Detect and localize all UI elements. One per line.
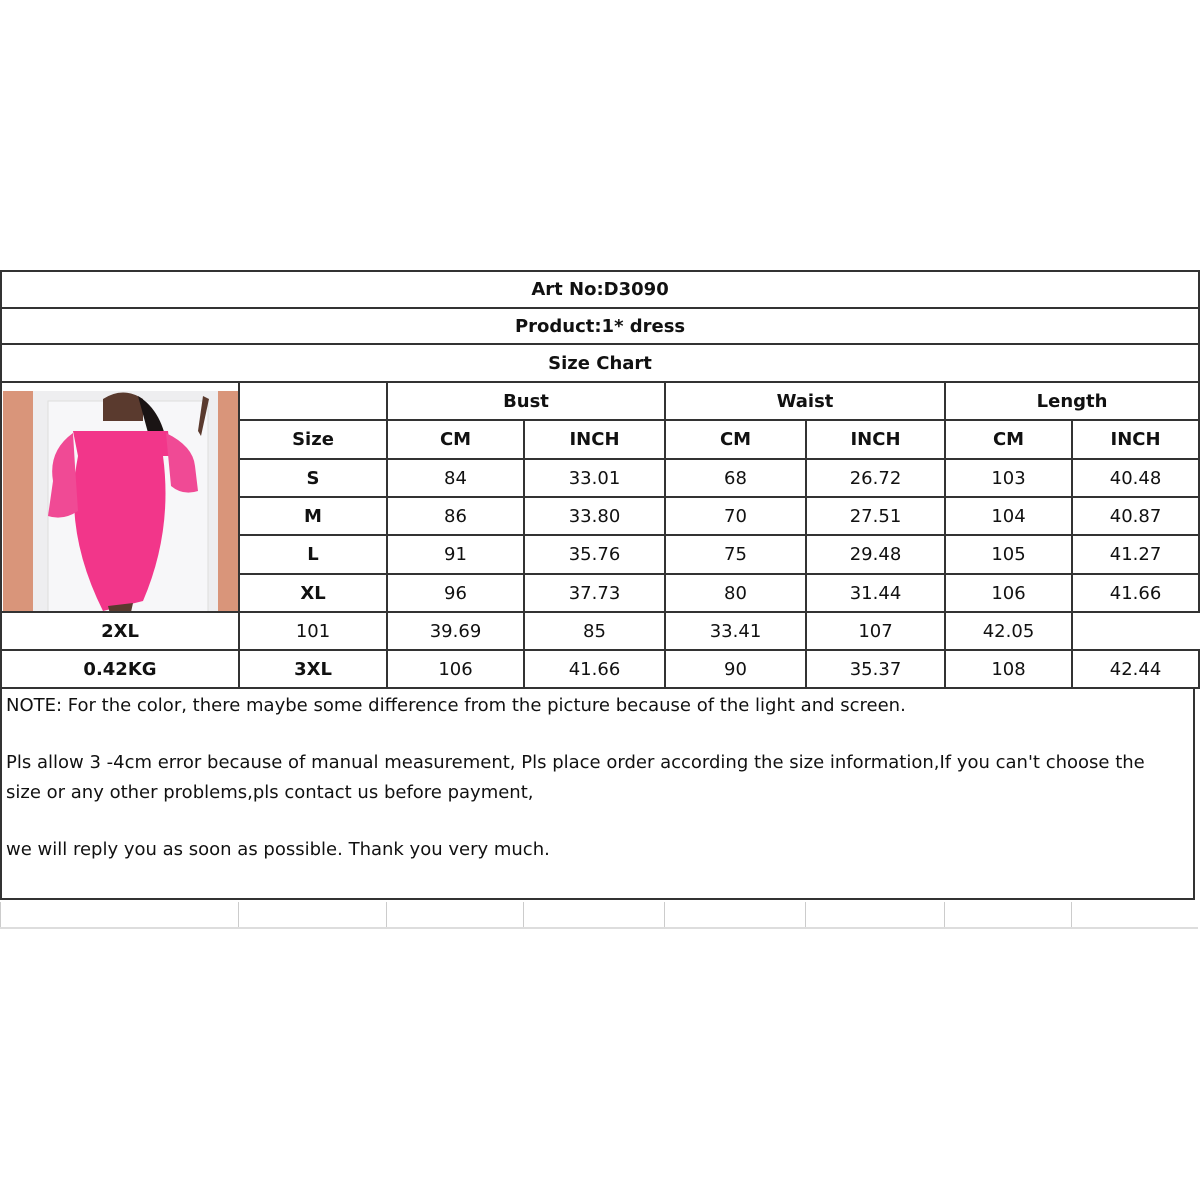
size-cell: 2XL	[1, 612, 239, 650]
group-header-length: Length	[945, 382, 1199, 420]
value-cell: 42.44	[1072, 650, 1199, 688]
notes-section	[0, 687, 1195, 900]
group-header-waist: Waist	[665, 382, 945, 420]
value-cell: 33.80	[524, 497, 665, 535]
group-header-bust: Bust	[387, 382, 665, 420]
value-cell: 106	[945, 574, 1072, 612]
unit-header: CM	[945, 420, 1072, 459]
value-cell: 33.01	[524, 459, 665, 497]
value-cell: 68	[665, 459, 806, 497]
value-cell: 70	[665, 497, 806, 535]
value-cell: 41.27	[1072, 535, 1199, 574]
empty-grid-row	[0, 902, 1198, 929]
value-cell: 75	[665, 535, 806, 574]
size-cell: M	[239, 497, 387, 535]
value-cell: 33.41	[665, 612, 806, 650]
size-column-header: Size	[239, 420, 387, 459]
value-cell: 41.66	[1072, 574, 1199, 612]
value-cell: 104	[945, 497, 1072, 535]
value-cell: 107	[806, 612, 945, 650]
note-reply: we will reply you as soon as possible. Thank you very much.	[6, 839, 550, 860]
size-cell: XL	[239, 574, 387, 612]
value-cell: 85	[524, 612, 665, 650]
note-color: NOTE: For the color, there maybe some difference from the picture because of the light and screen.	[6, 695, 906, 716]
value-cell: 35.76	[524, 535, 665, 574]
value-cell: 105	[945, 535, 1072, 574]
table-row	[1, 650, 1199, 688]
unit-header: CM	[387, 420, 524, 459]
size-cell: 3XL	[239, 650, 387, 688]
size-cell: S	[239, 459, 387, 497]
value-cell: 101	[239, 612, 387, 650]
blank-header-cell	[239, 382, 387, 420]
product-photo	[3, 391, 238, 612]
value-cell: 27.51	[806, 497, 945, 535]
size-chart-table	[0, 270, 1200, 689]
value-cell: 103	[945, 459, 1072, 497]
value-cell: 84	[387, 459, 524, 497]
note-measurement: Pls allow 3 -4cm error because of manual measurement, Pls place order according the size information,If you can't choose the size or any other problems,pls contact us before payment,	[6, 752, 1145, 803]
value-cell: 37.73	[524, 574, 665, 612]
unit-header: CM	[665, 420, 806, 459]
value-cell: 35.37	[806, 650, 945, 688]
value-cell: 80	[665, 574, 806, 612]
value-cell: 91	[387, 535, 524, 574]
chart-title: Size Chart	[1, 344, 1199, 382]
unit-header: INCH	[806, 420, 945, 459]
unit-header: INCH	[1072, 420, 1199, 459]
weight-cell: 0.42KG	[1, 650, 239, 688]
value-cell: 29.48	[806, 535, 945, 574]
art-number: Art No:D3090	[1, 271, 1199, 308]
value-cell: 40.48	[1072, 459, 1199, 497]
table-row	[1, 612, 1199, 650]
size-cell: L	[239, 535, 387, 574]
value-cell: 31.44	[806, 574, 945, 612]
value-cell: 96	[387, 574, 524, 612]
value-cell: 40.87	[1072, 497, 1199, 535]
value-cell: 41.66	[524, 650, 665, 688]
value-cell: 108	[945, 650, 1072, 688]
value-cell: 39.69	[387, 612, 524, 650]
value-cell: 86	[387, 497, 524, 535]
unit-header: INCH	[524, 420, 665, 459]
value-cell: 90	[665, 650, 806, 688]
value-cell: 26.72	[806, 459, 945, 497]
value-cell: 106	[387, 650, 524, 688]
value-cell: 42.05	[945, 612, 1072, 650]
product-photo-cell	[1, 382, 239, 612]
product-description: Product:1* dress	[1, 308, 1199, 344]
